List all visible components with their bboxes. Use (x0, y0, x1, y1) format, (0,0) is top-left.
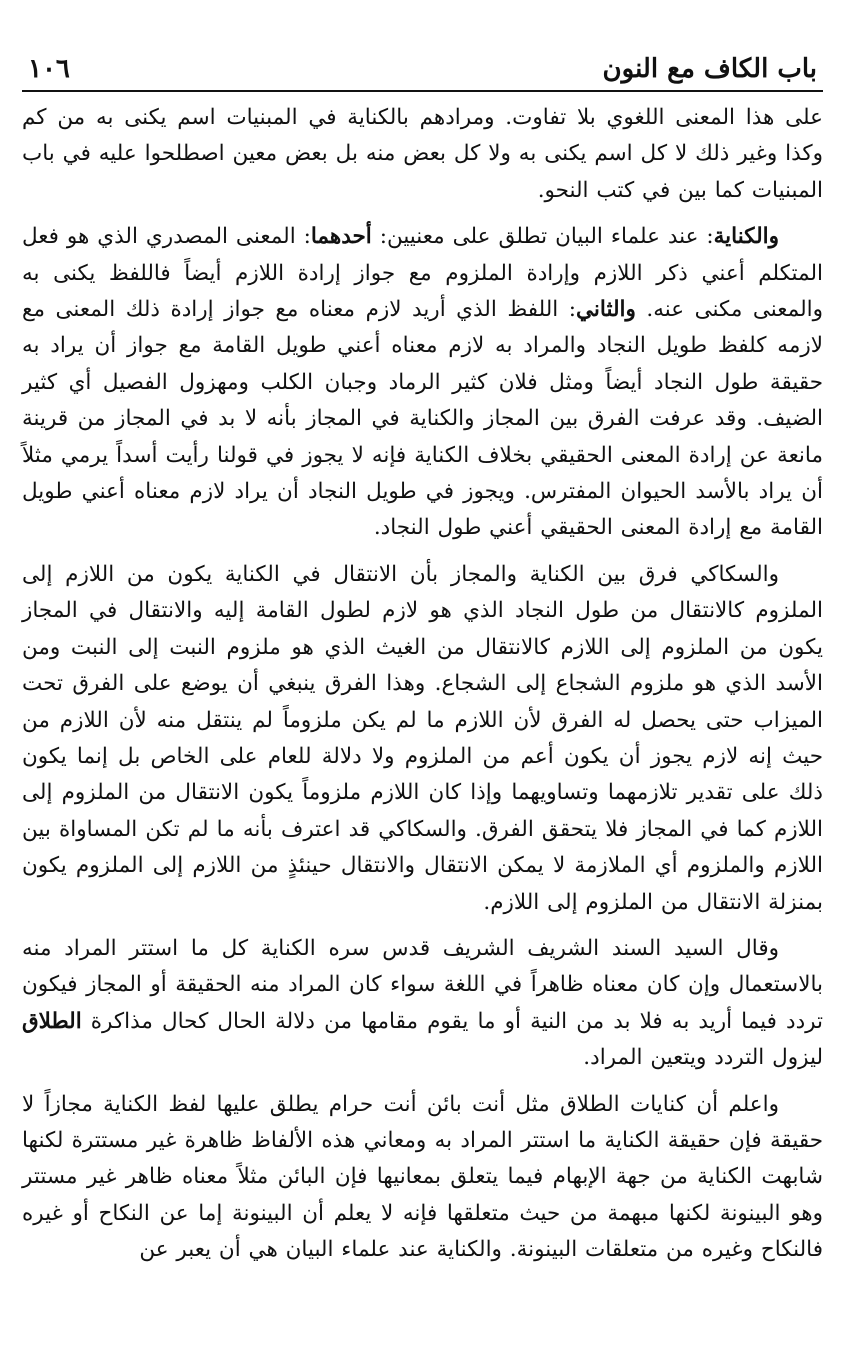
term-talaq: الطلاق (22, 1008, 82, 1034)
paragraph-text: والسكاكي فرق بين الكناية والمجاز بأن الانتقال في الكناية يكون من اللازم إلى الملزوم كالانتقال من طول النجاد الذي هو لازم لطول القامة إليه والانتقال في المجاز يكون من الملزوم إلى اللازم كالانتقال من الغيث الذي هو ملزوم النبت إلى النبت ومن الأسد الذي هو ملزوم الشجاع إلى الشجاع. وهذا الفرق ينبغي أن يوضع على الفرق تحت الميزاب حتى يحصل له الفرق لأن اللازم ما لم يكن ملزوماً لم ينتقل منه لأن اللازم من حيث إنه لازم يجوز أن يكون أعم من الملزوم ولا دلالة للعام على الخاص بل إنما يكون ذلك على تقدير تلازمهما وتساويهما وإذا كان اللازم ملزوماً يكون الانتقال من الملزوم إلى اللازم كما في المجاز فلا يتحقق الفرق. والسكاكي قد اعترف بأنه ما لم تكن المساواة بين اللازم والملزوم أي الملازمة لا يمكن الانتقال والانتقال حينئذٍ من اللازم إلى الملزوم يكون بمنزلة الانتقال من الملزوم إلى اللازم. (22, 561, 823, 915)
term-kinaya: والكناية (713, 224, 779, 250)
paragraph-2 (22, 219, 823, 547)
page-header (22, 52, 823, 90)
paragraph-text: : اللفظ الذي أريد لازم معناه مع جواز إرادة ذلك المعنى مع لازمه كلفظ طويل النجاد والمراد به لازم معناه أعني طويل القامة مع جواز أن يراد به حقيقة طول النجاد أيضاً ومثل فلان كثير الرماد وجبان الكلب ومهزول الفصيل أي كثير الضيف. وقد عرفت الفرق بين المجاز والكناية في المجاز بأنه لا بد في المجاز من قرينة مانعة عن إرادة المعنى الحقيقي بخلاف الكناية فإنه لا يجوز في قولنا رأيت أسداً يرمي مثلاً أن يراد بالأسد الحيوان المفترس. ويجوز في طويل النجاد أن يراد لازم معناه أعني طويل القامة مع إرادة المعنى الحقيقي أعني طول النجاد. (22, 297, 823, 541)
paragraph-text: على هذا المعنى اللغوي بلا تفاوت. ومرادهم بالكناية في المبنيات اسم يكنى به من كم وكذا وغير ذلك لا كل اسم يكنى به ولا كل بعض منه بل بعض معين اصطلحوا عليه في باب المبنيات كما بين في كتب النحو. (22, 105, 823, 203)
paragraph-text: : المعنى المصدري الذي هو فعل المتكلم أعني ذكر اللازم وإرادة الملزوم مع جواز إرادة اللازم أيضاً فاللفظ يكنى به والمعنى مكنى عنه. (22, 224, 823, 323)
paragraph-3 (22, 557, 823, 921)
chapter-title: باب الكاف مع النون (602, 54, 817, 84)
page-number: ١٠٦ (28, 54, 70, 84)
header-rule (22, 90, 823, 92)
term-first: أحدهما (310, 224, 372, 250)
paragraph-text: : عند علماء البيان تطلق على معنيين: (371, 224, 714, 250)
document-body (22, 100, 823, 1269)
paragraph-1 (22, 100, 823, 209)
paragraph-text: واعلم أن كنايات الطلاق مثل أنت بائن أنت حرام يطلق عليها لفظ الكناية مجازاً لا حقيقة فإن حقيقة الكناية ما استتر المراد به ومعاني هذه الألفاظ ظاهرة غير مستترة لكنها شابهت الكناية من جهة الإبهام فيما يتعلق بمعانيها فإن البائن مثلاً معناه ظاهر غير مستتر وهو البينونة لكنها مبهمة من حيث متعلقها فإنه لا يعلم أن البينونة إما عن النكاح أو غيره فالنكاح وغيره من متعلقات البينونة. والكناية عند علماء البيان هي أن يعبر عن (22, 1091, 823, 1263)
term-second: والثاني (576, 297, 636, 323)
paragraph-5 (22, 1087, 823, 1269)
paragraph-4 (22, 931, 823, 1077)
paragraph-text: ليزول التردد ويتعين المراد. (583, 1045, 823, 1071)
paragraph-text: وقال السيد السند الشريف الشريف قدس سره الكناية كل ما استتر المراد منه بالاستعمال وإن كان معناه ظاهراً في اللغة سواء كان المراد منه الحقيقة أو المجاز فيكون تردد فيما أريد به فلا بد من النية أو ما يقوم مقامها من دلالة الحال كحال مذاكرة (22, 935, 823, 1034)
